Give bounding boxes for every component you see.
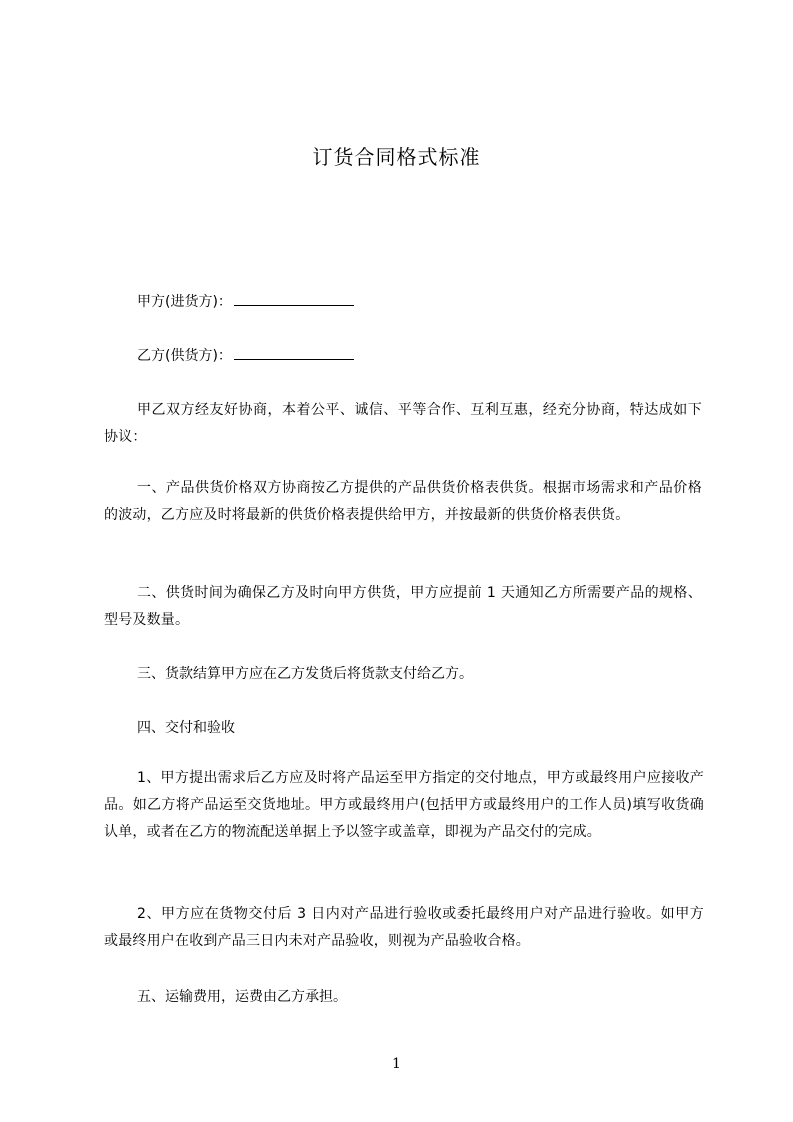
party-a-blank <box>234 291 354 306</box>
clause-2-paragraph: 二、供货时间为确保乙方及时向甲方供货，甲方应提前 1 天通知乙方所需要产品的规格、型号及数量。 <box>104 585 702 628</box>
party-a-line <box>137 291 354 312</box>
clause-1-paragraph: 一、产品供货价格双方协商按乙方提供的产品供货价格表供货。根据市场需求和产品价格的波动，乙方应及时将最新的供货价格表提供给甲方，并按最新的供货价格表供货。 <box>104 480 702 523</box>
party-b-blank <box>234 345 354 360</box>
clause-5-paragraph: 五、运输费用，运费由乙方承担。 <box>137 989 347 1005</box>
clause-4-heading: 四、交付和验收 <box>137 720 235 736</box>
clause-4-2-paragraph: 2、甲方应在货物交付后 3 日内对产品进行验收或委托最终用户对产品进行验收。如甲方或最终用户在收到产品三日内未对产品验收，则视为产品验收合格。 <box>104 906 704 949</box>
clause-4-1-paragraph: 1、甲方提出需求后乙方应及时将产品运至甲方指定的交付地点，甲方或最终用户应接收产品。如乙方将产品运至交货地址。甲方或最终用户(包括甲方或最终用户的工作人员)填写收货确认单，或者在乙方的物流配送单据上予以签字或盖章，即视为产品交付的完成。 <box>104 770 704 840</box>
party-b-label: 乙方(供货方)： <box>137 348 232 364</box>
document-title: 订货合同格式标准 <box>312 145 481 169</box>
party-b-line <box>137 345 354 366</box>
party-a-label: 甲方(进货方)： <box>137 294 232 310</box>
intro-paragraph: 甲乙双方经友好协商，本着公平、诚信、平等合作、互利互惠，经充分协商，特达成如下协议： <box>104 402 702 445</box>
page-number: 1 <box>392 1056 401 1072</box>
clause-3-paragraph: 三、货款结算甲方应在乙方发货后将货款支付给乙方。 <box>137 666 473 682</box>
